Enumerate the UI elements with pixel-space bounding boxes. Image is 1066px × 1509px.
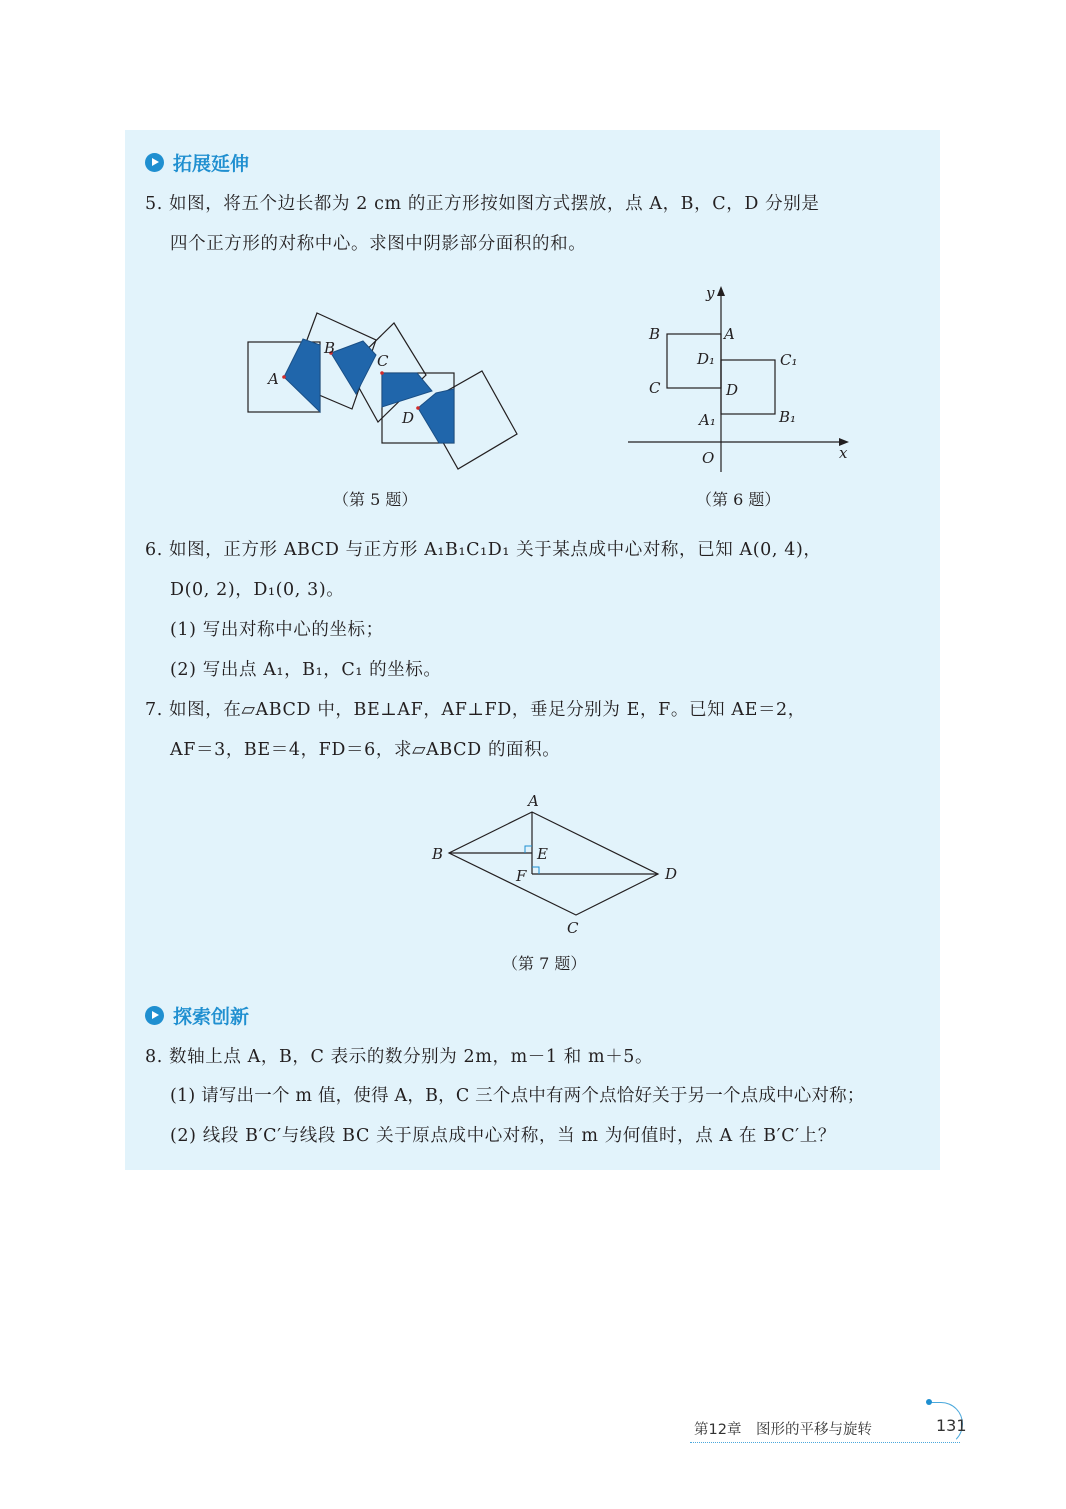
play-icon <box>145 153 164 172</box>
figure-5 <box>240 305 530 475</box>
q8-sub2: (2) 线段 B′C′与线段 BC 关于原点成中心对称，当 m 为何值时，点 A 在 B′C′上？ <box>170 1126 836 1146</box>
q8-line1: 8. 数轴上点 A，B，C 表示的数分别为 2m，m－1 和 m＋5。 <box>145 1047 654 1067</box>
q5-line1: 5. 如图，将五个边长都为 2 cm 的正方形按如图方式摆放，点 A，B，C，D 分别是 <box>145 194 820 214</box>
q5-line2: 四个正方形的对称中心。求图中阴影部分面积的和。 <box>170 234 587 254</box>
label-d: D <box>665 865 678 883</box>
right-angle-e <box>525 846 532 853</box>
label-d1: D₁ <box>697 350 716 368</box>
center-point-a <box>282 375 286 379</box>
figure-6 <box>620 282 860 477</box>
label-a: A <box>528 792 539 810</box>
label-x: x <box>839 444 848 462</box>
q6-line1: 6. 如图，正方形 ABCD 与正方形 A₁B₁C₁D₁ 关于某点成中心对称，已知 A(0, 4)， <box>145 540 822 560</box>
q6-sub2: (2) 写出点 A₁，B₁，C₁ 的坐标。 <box>170 660 442 680</box>
right-angle-f <box>532 867 539 874</box>
section-title: 拓展延伸 <box>173 152 250 175</box>
center-point-c <box>380 371 384 375</box>
label-b: B <box>324 339 336 357</box>
q6-line2: D(0, 2)，D₁(0, 3)。 <box>170 580 345 600</box>
shaded-region-c <box>382 373 432 407</box>
label-d: D <box>402 409 415 427</box>
label-e: E <box>537 845 548 863</box>
label-a: A <box>724 325 735 343</box>
label-c: C <box>377 352 389 370</box>
q7-line2: AF＝3，BE＝4，FD＝6，求▱ABCD 的面积。 <box>170 740 561 760</box>
section-heading-extend <box>145 149 249 175</box>
label-b1: B₁ <box>779 408 797 426</box>
label-c: C <box>649 379 661 397</box>
caption-fig7: （第 7 题） <box>502 954 587 973</box>
label-b: B <box>432 845 444 863</box>
section-title: 探索创新 <box>173 1005 250 1028</box>
figure-7 <box>425 790 690 940</box>
footer-dotted-rule <box>690 1442 960 1443</box>
caption-fig5: （第 5 题） <box>333 490 418 509</box>
label-o: O <box>702 449 715 467</box>
section-heading-explore <box>145 1002 249 1028</box>
play-icon <box>145 1006 164 1025</box>
parallelogram-abcd <box>449 812 658 915</box>
shaded-region-d <box>418 389 454 443</box>
label-d: D <box>726 381 739 399</box>
label-y: y <box>706 284 715 302</box>
label-f: F <box>516 867 527 885</box>
label-c: C <box>567 919 579 937</box>
shaded-region-a <box>284 339 320 412</box>
caption-fig6: （第 6 题） <box>696 490 781 509</box>
label-a1: A₁ <box>699 411 716 429</box>
y-axis-arrow <box>717 286 725 296</box>
label-a: A <box>268 370 279 388</box>
q7-line1: 7. 如图，在▱ABCD 中，BE⊥AF，AF⊥FD，垂足分别为 E，F。已知 AE＝2， <box>145 700 806 720</box>
label-c1: C₁ <box>780 351 798 369</box>
q8-sub1: (1) 请写出一个 m 值，使得 A，B，C 三个点中有两个点恰好关于另一个点成中心对称； <box>170 1086 865 1106</box>
chapter-title: 第12章 图形的平移与旋转 <box>694 1422 872 1438</box>
label-b: B <box>649 325 661 343</box>
shaded-region-b <box>331 341 376 394</box>
q6-sub1: (1) 写出对称中心的坐标； <box>170 620 384 640</box>
page-number: 131 <box>936 1416 967 1435</box>
page-footer <box>690 1408 967 1446</box>
center-point-d <box>416 406 420 410</box>
footer-dot-decoration <box>926 1399 932 1405</box>
